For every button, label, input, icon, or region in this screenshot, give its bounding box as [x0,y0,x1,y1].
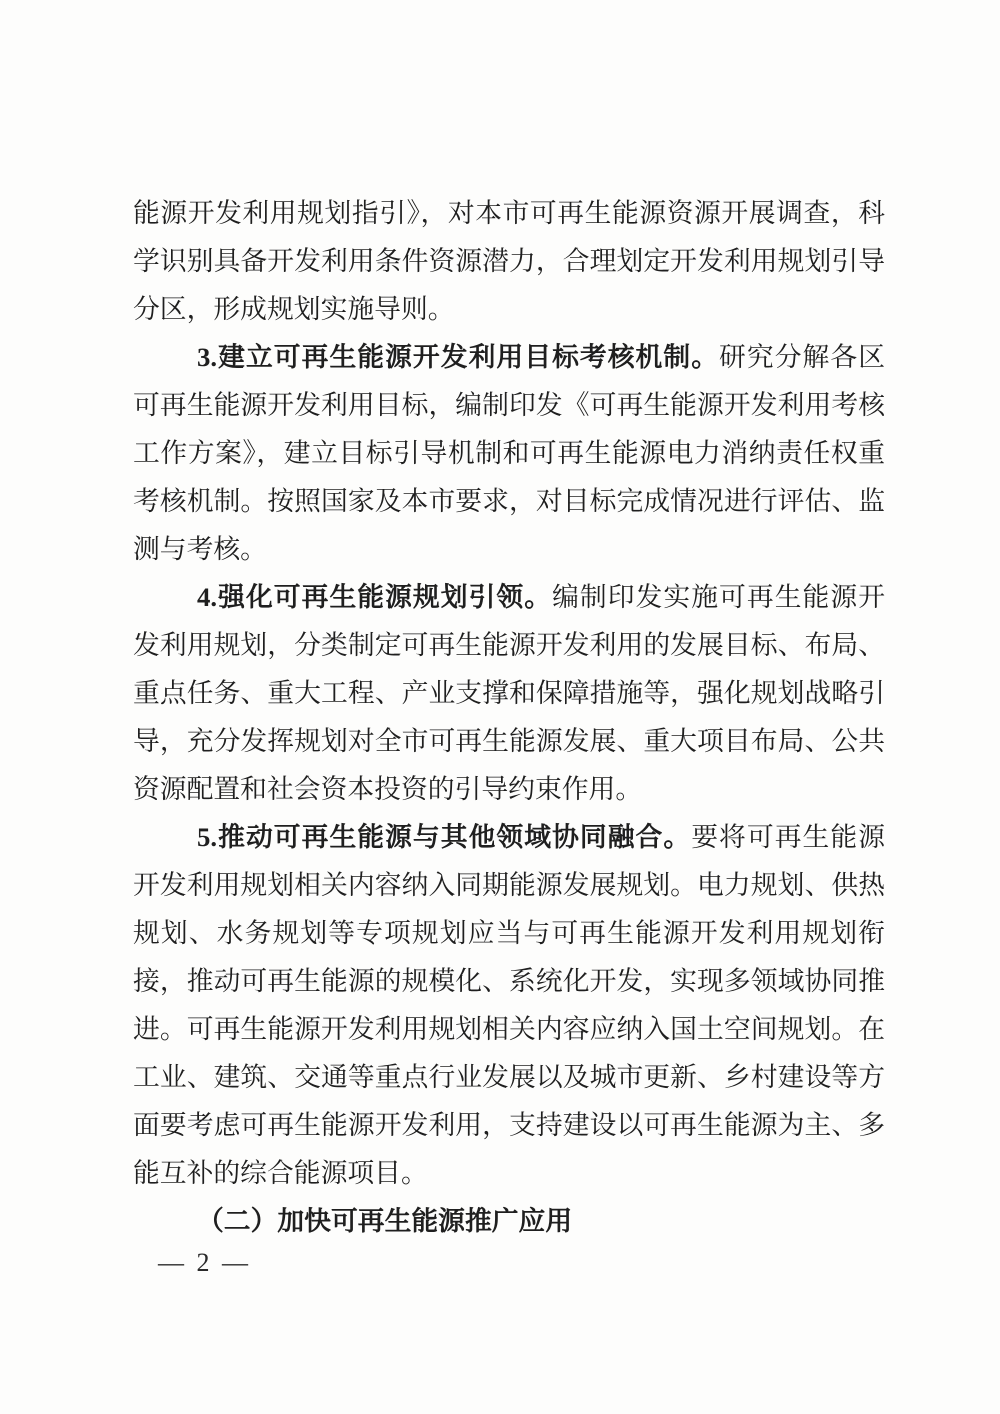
paragraph-lead: 4.强化可再生能源规划引领。 [197,582,553,612]
paragraph-text: 编制印发实施可再生能源开发利用规划，分类制定可再生能源开发利用的发展目标、布局、重点任务、重大工程、产业支撑和保障措施等，强化规划战略引导，充分发挥规划对全市可再生能源发展、重大项目布局、公共资源配置和社会资本投资的引导约束作用。 [133,582,885,804]
page-number: — 2 — [158,1248,251,1277]
paragraph-item-4 [133,573,885,813]
paragraph-item-5 [133,813,885,1197]
paragraph-item-3 [133,333,885,573]
paragraph-text: 研究分解各区可再生能源开发利用目标，编制印发《可再生能源开发利用考核工作方案》，建立目标引导机制和可再生能源电力消纳责任权重考核机制。按照国家及本市要求，对目标完成情况进行评估、监测与考核。 [133,342,885,564]
paragraph-lead: 5.推动可再生能源与其他领域协同融合。 [197,822,692,852]
paragraph-continuation [133,189,885,333]
section-heading-text: （二）加快可再生能源推广应用 [197,1206,573,1236]
paragraph-text: 要将可再生能源开发利用规划相关内容纳入同期能源发展规划。电力规划、供热规划、水务规划等专项规划应当与可再生能源开发利用规划衔接，推动可再生能源的规模化、系统化开发，实现多领域协同推进。可再生能源开发利用规划相关内容应纳入国土空间规划。在工业、建筑、交通等重点行业发展以及城市更新、乡村建设等方面要考虑可再生能源开发利用，支持建设以可再生能源为主、多能互补的综合能源项目。 [133,822,885,1188]
paragraph-lead: 3.建立可再生能源开发利用目标考核机制。 [197,342,720,372]
section-heading [133,1197,885,1245]
paragraph-text: 能源开发利用规划指引》，对本市可再生能源资源开展调查，科学识别具备开发利用条件资源潜力，合理划定开发利用规划引导分区，形成规划实施导则。 [133,198,885,324]
document-body [133,189,885,1245]
